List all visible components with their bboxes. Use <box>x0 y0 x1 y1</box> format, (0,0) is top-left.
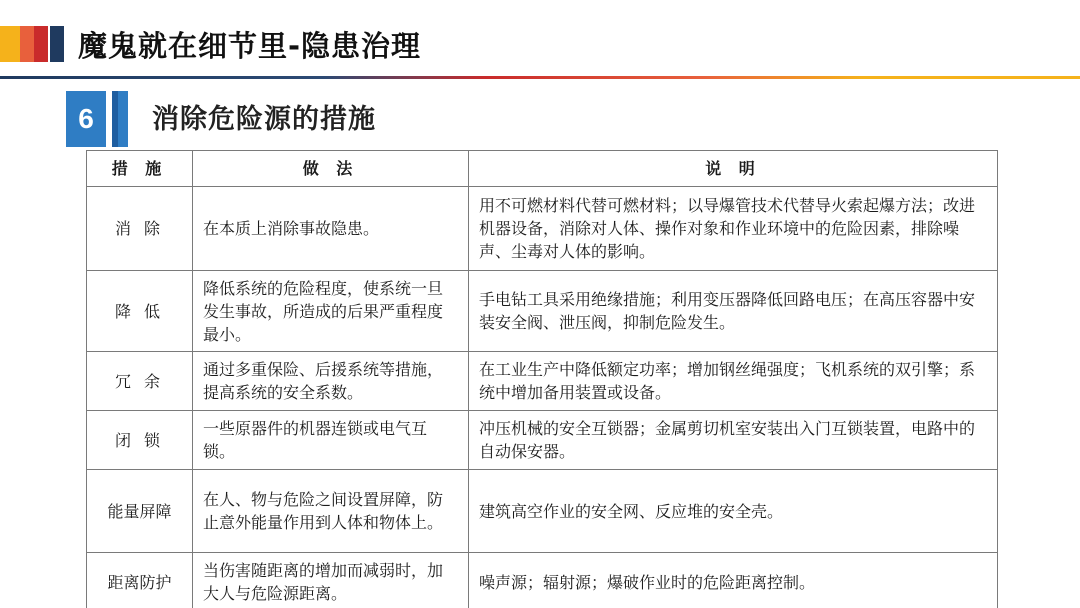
measure-cell: 能量屏障 <box>87 470 193 553</box>
method-cell: 当伤害随距离的增加而减弱时，加大人与危险源距离。 <box>193 553 469 608</box>
method-cell: 通过多重保险、后援系统等措施，提高系统的安全系数。 <box>193 352 469 411</box>
table-row <box>87 553 998 608</box>
description-cell: 冲压机械的安全互锁器；金属剪切机室安装出入门互锁装置，电路中的自动保安器。 <box>469 411 998 470</box>
method-cell: 在人、物与危险之间设置屏障，防止意外能量作用到人体和物体上。 <box>193 470 469 553</box>
description-cell: 在工业生产中降低额定功率；增加钢丝绳强度；飞机系统的双引擎；系统中增加备用装置或设备。 <box>469 352 998 411</box>
decor-strip-navy <box>50 26 64 62</box>
table-row <box>87 411 998 470</box>
method-cell: 一些原器件的机器连锁或电气互锁。 <box>193 411 469 470</box>
decor-strip-orange <box>20 26 34 62</box>
measure-cell: 闭 锁 <box>87 411 193 470</box>
table-row <box>87 271 998 352</box>
method-cell: 在本质上消除事故隐患。 <box>193 187 469 271</box>
section-number-badge: 6 <box>66 91 106 147</box>
description-cell: 建筑高空作业的安全网、反应堆的安全壳。 <box>469 470 998 553</box>
table-header-row <box>87 151 998 187</box>
measure-cell: 冗 余 <box>87 352 193 411</box>
method-cell: 降低系统的危险程度，使系统一旦发生事故，所造成的后果严重程度最小。 <box>193 271 469 352</box>
measure-cell: 消 除 <box>87 187 193 271</box>
description-cell: 用不可燃材料代替可燃材料；以导爆管技术代替导火索起爆方法；改进机器设备，消除对人体、操作对象和作业环境中的危险因素，排除噪声、尘毒对人体的影响。 <box>469 187 998 271</box>
description-cell: 手电钻工具采用绝缘措施；利用变压器降低回路电压；在高压容器中安装安全阀、泄压阀，抑制危险发生。 <box>469 271 998 352</box>
measure-cell: 降 低 <box>87 271 193 352</box>
section-badge-bar-accent <box>112 91 118 147</box>
measures-table <box>86 150 998 608</box>
description-cell: 噪声源；辐射源；爆破作业时的危险距离控制。 <box>469 553 998 608</box>
header-method: 做 法 <box>193 151 469 187</box>
section-title: 消除危险源的措施 <box>152 104 376 135</box>
decor-strip-red <box>34 26 48 62</box>
header-description: 说 明 <box>469 151 998 187</box>
measure-cell: 距离防护 <box>87 553 193 608</box>
table-row <box>87 352 998 411</box>
table-row <box>87 470 998 553</box>
header-measure: 措 施 <box>87 151 193 187</box>
decor-strip-yellow <box>0 26 20 62</box>
slide-title: 魔鬼就在细节里-隐患治理 <box>78 29 422 63</box>
header-divider <box>0 76 1080 79</box>
table-row <box>87 187 998 271</box>
